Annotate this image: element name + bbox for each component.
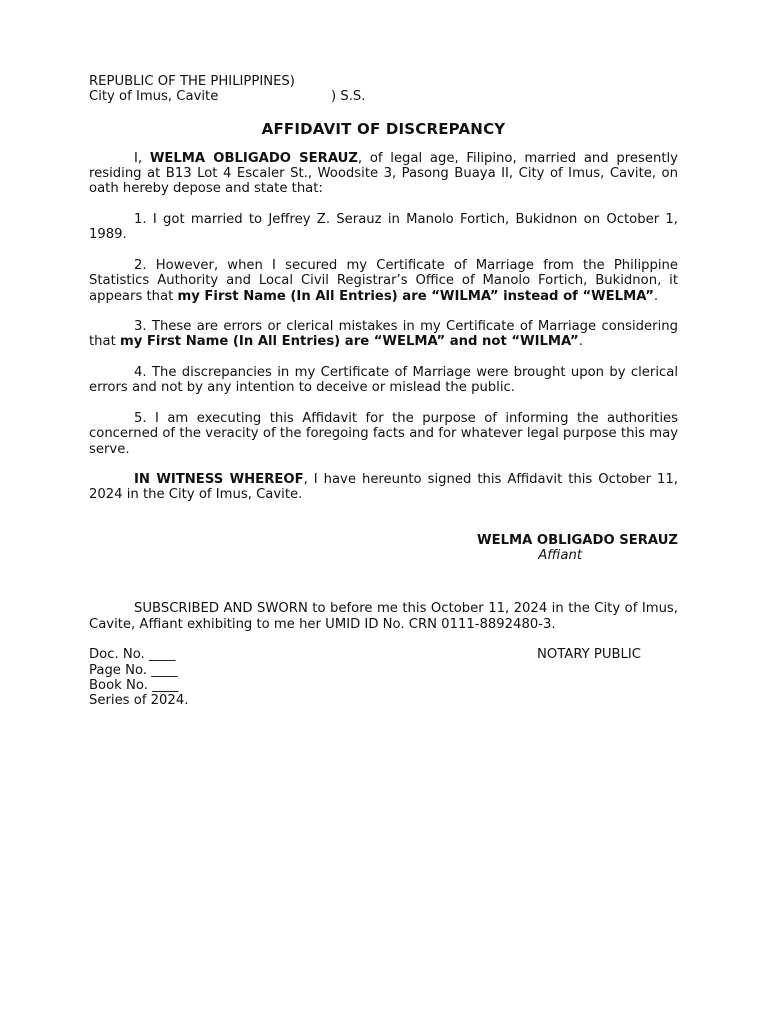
para3-bold: my First Name (In All Entries) are “WELMA” and not “WILMA” — [119, 334, 579, 350]
paragraph-1: 1. I got married to Jeffrey Z. Serauz in Manolo Fortich, Bukidnon on October 1, 1989. — [89, 212, 678, 243]
para3-pre: 3. These are errors or clerical mistakes in my Certificate of Marriage considering that — [89, 319, 678, 350]
para3-post: . — [578, 334, 583, 350]
para2-bold: my First Name (In All Entries) are “WILMA” instead of “WELMA” — [177, 288, 654, 304]
affidavit-document — [89, 74, 678, 708]
intro-post: , of legal age, Filipino, married and presently residing at B13 Lot 4 Escaler St., Woodsite 3, Pasong Buaya II, City of Imus, Cavite, on oath hereby depose and state that: — [89, 150, 678, 197]
para2-pre: 2. However, when I secured my Certificate of Marriage from the Philippine Statistics Authority and Local Civil Registrar’s Office of Manolo Fortich, Bukidnon, it appears that — [89, 257, 678, 304]
para2-post: . — [653, 288, 659, 304]
page-no: Page No. ____ — [89, 662, 178, 678]
signature-name: WELMA OBLIGADO SERAUZ — [477, 532, 678, 548]
notary-public-label: NOTARY PUBLIC — [537, 647, 641, 663]
intro-pre: I, — [134, 150, 150, 166]
signature-role: Affiant — [538, 548, 582, 564]
intro-paragraph — [89, 151, 678, 197]
series: Series of 2024. — [89, 693, 189, 709]
doc-no: Doc. No. ____ — [89, 647, 176, 663]
book-no: Book No. ____ — [89, 677, 179, 693]
witness-paragraph — [89, 472, 678, 503]
document-title: AFFIDAVIT OF DISCREPANCY — [261, 119, 506, 138]
affiant-name: WELMA OBLIGADO SERAUZ — [149, 150, 358, 166]
witness-post: , I have hereunto signed this Affidavit this October 11, 2024 in the City of Imus, Cavite. — [89, 472, 678, 503]
venue-line-2 — [89, 89, 678, 104]
jurat-paragraph: SUBSCRIBED AND SWORN to before me this October 11, 2024 in the City of Imus, Cavite, Affiant exhibiting to me her UMID ID No. CRN 0111-8892480-3. — [89, 601, 678, 632]
notary-block — [89, 647, 678, 708]
doc-lines — [89, 647, 188, 708]
venue-republic: REPUBLIC OF THE PHILIPPINES) — [89, 74, 295, 89]
venue-city: City of Imus, Cavite — [89, 89, 219, 105]
paragraph-2 — [89, 258, 678, 304]
paragraph-3 — [89, 319, 678, 350]
venue-block — [89, 74, 678, 105]
witness-bold: IN WITNESS WHEREOF — [134, 472, 304, 488]
venue-ss: ) S.S. — [331, 89, 366, 105]
paragraph-4: 4. The discrepancies in my Certificate of Marriage were brought upon by clerical errors and not by any intention to deceive or mislead the public. — [89, 365, 678, 396]
venue-line-1 — [89, 74, 678, 89]
paragraph-5: 5. I am executing this Affidavit for the purpose of informing the authorities concerned of the veracity of the foregoing facts and for whatever legal purpose this may serve. — [89, 410, 678, 457]
signature-block — [89, 533, 678, 564]
